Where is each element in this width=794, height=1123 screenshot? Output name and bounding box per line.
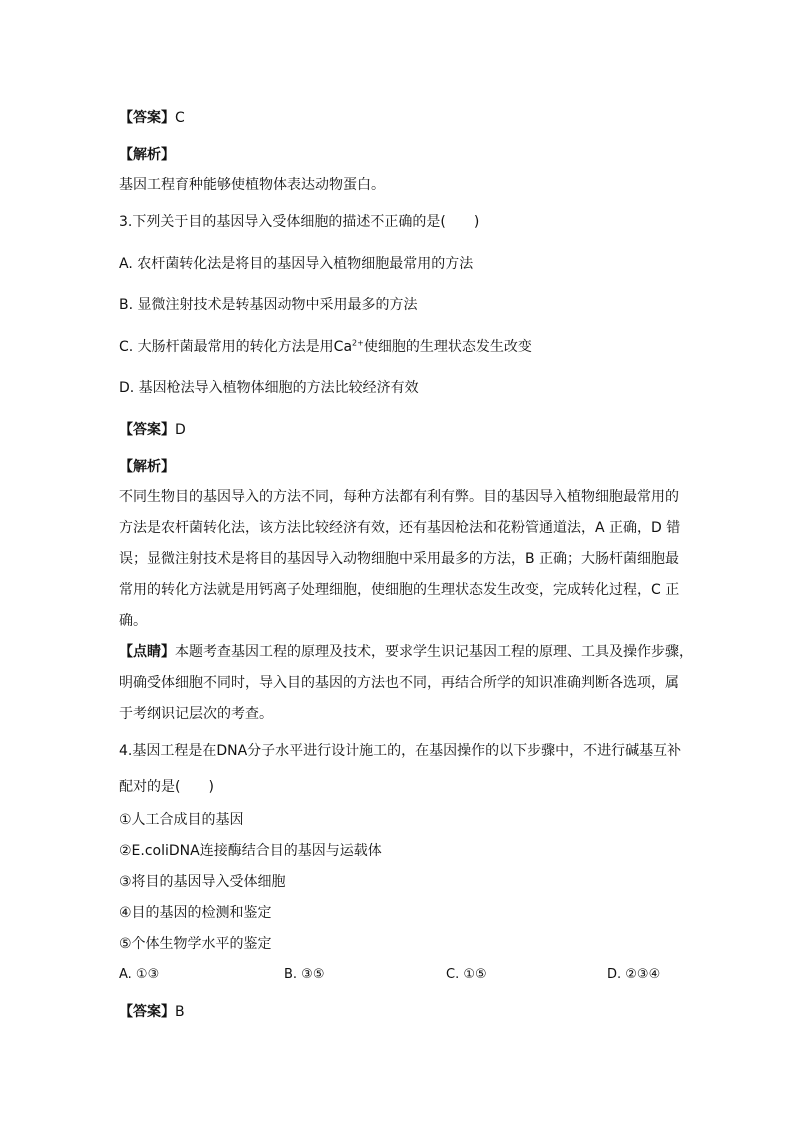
answer-label: 【答案】 <box>119 110 175 126</box>
analysis-line: 常用的转化方法就是用钙离子处理细胞，使细胞的生理状态发生改变，完成转化过程，C 正 <box>119 582 680 598</box>
option-c-q3 <box>119 337 532 357</box>
option-a-q3: A. 农杆菌转化法是将目的基因导入植物细胞最常用的方法 <box>119 256 474 272</box>
option-d-q4: D. ②③④ <box>607 967 661 982</box>
answer-line-q3 <box>119 420 186 440</box>
comment-line-q3 <box>119 642 693 662</box>
answer-label: 【答案】 <box>119 1004 175 1020</box>
list-item: ⑤个体生物学水平的鉴定 <box>119 936 272 952</box>
answer-value: C <box>175 110 185 126</box>
option-c-text-rest: 使细胞的生理状态发生改变 <box>363 339 532 355</box>
comment-text: 本题考查基因工程的原理及技术，要求学生识记基因工程的原理、工具及操作步骤， <box>175 644 693 660</box>
list-item: ③将目的基因导入受体细胞 <box>119 874 286 890</box>
analysis-line: 方法是农杆菌转化法，该方法比较经济有效，还有基因枪法和花粉管通道法，A 正确，D 错 <box>119 520 681 536</box>
list-item: ④目的基因的检测和鉴定 <box>119 905 272 921</box>
answer-line-q2 <box>119 108 185 128</box>
analysis-text-q2: 基因工程育种能够使植物体表达动物蛋白。 <box>119 177 385 193</box>
answer-label: 【答案】 <box>119 422 175 438</box>
answer-value: D <box>175 422 186 438</box>
question-stem-q4-cont: 配对的是( ) <box>119 779 214 795</box>
answer-line-q4 <box>119 1002 185 1022</box>
option-c-superscript: 2+ <box>352 338 364 348</box>
analysis-line: 误；显微注射技术是将目的基因导入动物细胞中采用最多的方法，B 正确；大肠杆菌细胞最 <box>119 551 680 567</box>
answer-value: B <box>175 1004 185 1020</box>
analysis-label-q2: 【解析】 <box>119 147 175 163</box>
question-stem-q3: 3.下列关于目的基因导入受体细胞的描述不正确的是( ) <box>119 214 480 230</box>
analysis-line: 确。 <box>119 613 147 629</box>
option-b-q3: B. 显微注射技术是转基因动物中采用最多的方法 <box>119 297 418 313</box>
option-d-q3: D. 基因枪法导入植物体细胞的方法比较经济有效 <box>119 380 419 396</box>
question-stem-q4: 4.基因工程是在DNA分子水平进行设计施工的，在基因操作的以下步骤中，不进行碱基互补 <box>119 743 682 759</box>
option-c-q4: C. ①⑤ <box>446 967 487 982</box>
option-b-q4: B. ③⑤ <box>284 967 325 982</box>
list-item: ①人工合成目的基因 <box>119 812 244 828</box>
list-item: ②E.coliDNA连接酶结合目的基因与运载体 <box>119 843 382 859</box>
option-c-text: C. 大肠杆菌最常用的转化方法是用Ca <box>119 339 353 355</box>
option-a-q4: A. ①③ <box>119 967 160 982</box>
comment-line: 明确受体细胞不同时，导入目的基因的方法也不同，再结合所学的知识准确判断各选项，属 <box>119 675 679 691</box>
analysis-line: 不同生物目的基因导入的方法不同，每种方法都有利有弊。目的基因导入植物细胞最常用的 <box>119 489 679 505</box>
comment-line: 于考纲识记层次的考查。 <box>119 706 273 722</box>
comment-label: 【点睛】 <box>119 644 175 660</box>
analysis-label-q3: 【解析】 <box>119 459 175 475</box>
